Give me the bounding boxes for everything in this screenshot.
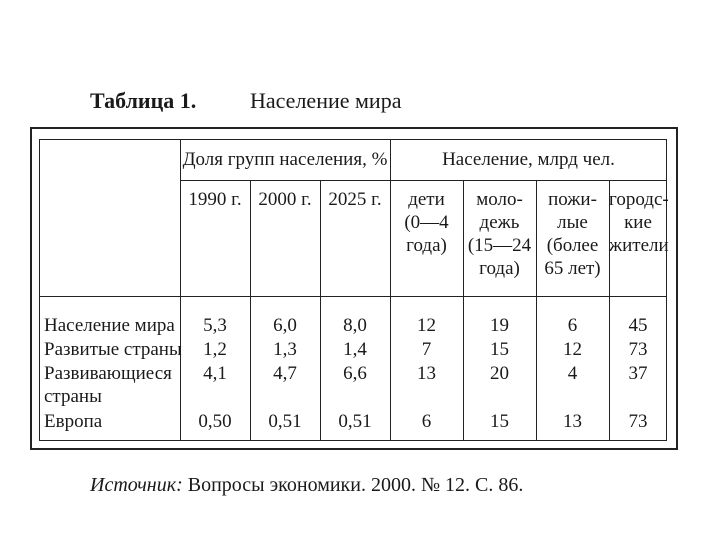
- header-2000: 2000 г.: [258, 189, 312, 210]
- table-number: Таблица 1.: [90, 88, 197, 113]
- row-label-world: Население мира: [44, 315, 175, 336]
- row-label-europe: Европа: [44, 411, 103, 432]
- table-cell: 5,3: [203, 315, 227, 336]
- header-elderly: пожи- лые (более 65 лет): [544, 189, 601, 279]
- source-label: Источник:: [90, 474, 183, 496]
- table-cell: 6,6: [343, 363, 367, 384]
- table-cell: 7: [421, 339, 432, 360]
- header-2025: 2025 г.: [328, 189, 382, 210]
- row-label-developing: Развивающиеся страны: [44, 363, 172, 407]
- table-cell: 6: [567, 315, 578, 336]
- table-frame: [30, 127, 678, 450]
- table-cell: 1,4: [343, 339, 367, 360]
- table-cell: 1,3: [273, 339, 297, 360]
- table-cell: 13: [563, 411, 582, 432]
- table-cell: 12: [563, 339, 582, 360]
- header-youth: моло- дежь (15—24 года): [467, 189, 532, 279]
- table-cell: 45: [628, 315, 648, 336]
- header-children: дети (0—4 года): [404, 189, 449, 256]
- grid-line: [320, 180, 321, 441]
- table-cell: 19: [490, 315, 509, 336]
- source-note: [90, 474, 523, 497]
- population-table: [39, 139, 667, 441]
- table-cell: 6,0: [273, 315, 297, 336]
- table-cell: 12: [417, 315, 436, 336]
- table-cell: 1,2: [203, 339, 227, 360]
- table-title: Население мира: [250, 88, 402, 113]
- grid-line: [180, 180, 667, 181]
- table-caption: [90, 88, 401, 114]
- table-cell: 73: [628, 411, 648, 432]
- grid-line: [40, 296, 667, 297]
- grid-line: [250, 180, 251, 441]
- table-cell: 15: [490, 411, 509, 432]
- table-cell: 73: [628, 339, 648, 360]
- table-cell: 15: [490, 339, 509, 360]
- header-urban: городс- кие жители: [609, 189, 669, 256]
- table-cell: 37: [628, 363, 648, 384]
- table-cell: 8,0: [343, 315, 367, 336]
- source-text: Вопросы экономики. 2000. № 12. С. 86.: [187, 474, 524, 496]
- table-cell: 4: [567, 363, 578, 384]
- table-cell: 6: [421, 411, 432, 432]
- table-cell: 4,7: [273, 363, 297, 384]
- table-cell: 13: [417, 363, 436, 384]
- row-label-developed: Развитые страны: [44, 339, 182, 360]
- header-population: Население, млрд чел.: [442, 149, 615, 170]
- header-share: Доля групп населения, %: [182, 149, 388, 170]
- header-1990: 1990 г.: [188, 189, 242, 210]
- table-cell: 20: [490, 363, 509, 384]
- table-cell: 0,51: [338, 411, 372, 432]
- table-cell: 0,50: [198, 411, 232, 432]
- grid-line: [180, 140, 181, 441]
- grid-line: [390, 140, 391, 441]
- table-cell: 4,1: [203, 363, 227, 384]
- table-cell: 0,51: [268, 411, 302, 432]
